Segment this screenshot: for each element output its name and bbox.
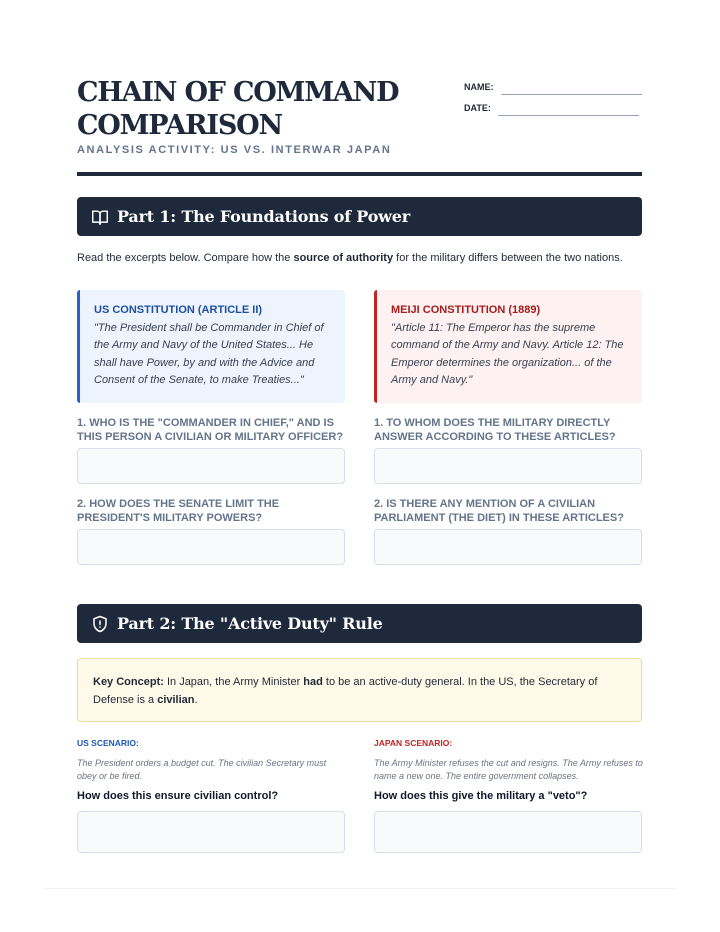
us-card-quote: "The President shall be Commander in Chief of the Army and Navy of the United States... He shall have Power, by and with the Advice and Consent of the Senate, to make Treaties..." <box>94 322 324 386</box>
jp-answer-1-box[interactable] <box>374 448 642 484</box>
japan-scenario-label: JAPAN SCENARIO: <box>374 738 453 748</box>
meiji-constitution-card <box>374 290 642 403</box>
title-line-2: COMPARISON <box>77 110 282 141</box>
us-scenario-text: The President orders a budget cut. The civilian Secretary must obey or be fired. <box>77 758 327 781</box>
us-answer-2-box[interactable] <box>77 529 345 565</box>
us-question-2: 2. HOW DOES THE SENATE LIMIT THE PRESIDENT'S MILITARY POWERS? <box>77 498 280 524</box>
header-divider <box>77 172 642 176</box>
page-subtitle: ANALYSIS ACTIVITY: US VS. INTERWAR JAPAN <box>77 144 392 156</box>
part-2-title: Part 2: The "Active Duty" Rule <box>117 614 383 633</box>
part-1-instructions: Read the excerpts below. Compare how the source of authority for the military differs between the two nations. <box>77 252 623 264</box>
title-line-1: CHAIN OF COMMAND <box>77 77 399 108</box>
key-concept-box: Key Concept: In Japan, the Army Minister had to be an active-duty general. In the US, the Secretary of Defense is a civilian. <box>77 658 642 722</box>
jp-answer-2-box[interactable] <box>374 529 642 565</box>
footer-divider <box>44 888 676 889</box>
japan-scenario-question: How does this give the military a "veto"? <box>374 790 588 802</box>
book-open-icon <box>91 208 109 226</box>
page-title <box>77 76 407 142</box>
shield-alert-icon <box>91 615 109 633</box>
jp-card-quote: "Article 11: The Emperor has the supreme command of the Army and Navy. Article 12: The Emperor determines the organization... of the Army and Navy." <box>391 322 624 386</box>
jp-question-2: 2. IS THERE ANY MENTION OF A CIVILIAN PARLIAMENT (THE DIET) IN THESE ARTICLES? <box>374 498 624 524</box>
name-label: NAME: <box>464 82 494 92</box>
us-scenario-answer-box[interactable] <box>77 811 345 853</box>
japan-scenario-text: The Army Minister refuses the cut and resigns. The Army refuses to name a new one. The entire government collapses. <box>374 758 643 781</box>
part-1-header <box>77 197 642 236</box>
japan-scenario-answer-box[interactable] <box>374 811 642 853</box>
us-scenario-question: How does this ensure civilian control? <box>77 790 279 802</box>
jp-question-1: 1. TO WHOM DOES THE MILITARY DIRECTLY ANSWER ACCORDING TO THESE ARTICLES? <box>374 417 616 443</box>
name-field[interactable] <box>501 94 642 95</box>
us-question-1: 1. WHO IS THE "COMMANDER IN CHIEF," AND IS THIS PERSON A CIVILIAN OR MILITARY OFFICER? <box>77 417 344 443</box>
us-scenario-label: US SCENARIO: <box>77 738 139 748</box>
part-2-header <box>77 604 642 643</box>
jp-card-title: MEIJI CONSTITUTION (1889) <box>391 304 541 316</box>
date-field[interactable] <box>498 115 639 116</box>
us-card-title: US CONSTITUTION (ARTICLE II) <box>94 304 263 316</box>
us-answer-1-box[interactable] <box>77 448 345 484</box>
part-1-title: Part 1: The Foundations of Power <box>117 207 410 226</box>
date-label: DATE: <box>464 103 491 113</box>
us-constitution-card <box>77 290 345 403</box>
